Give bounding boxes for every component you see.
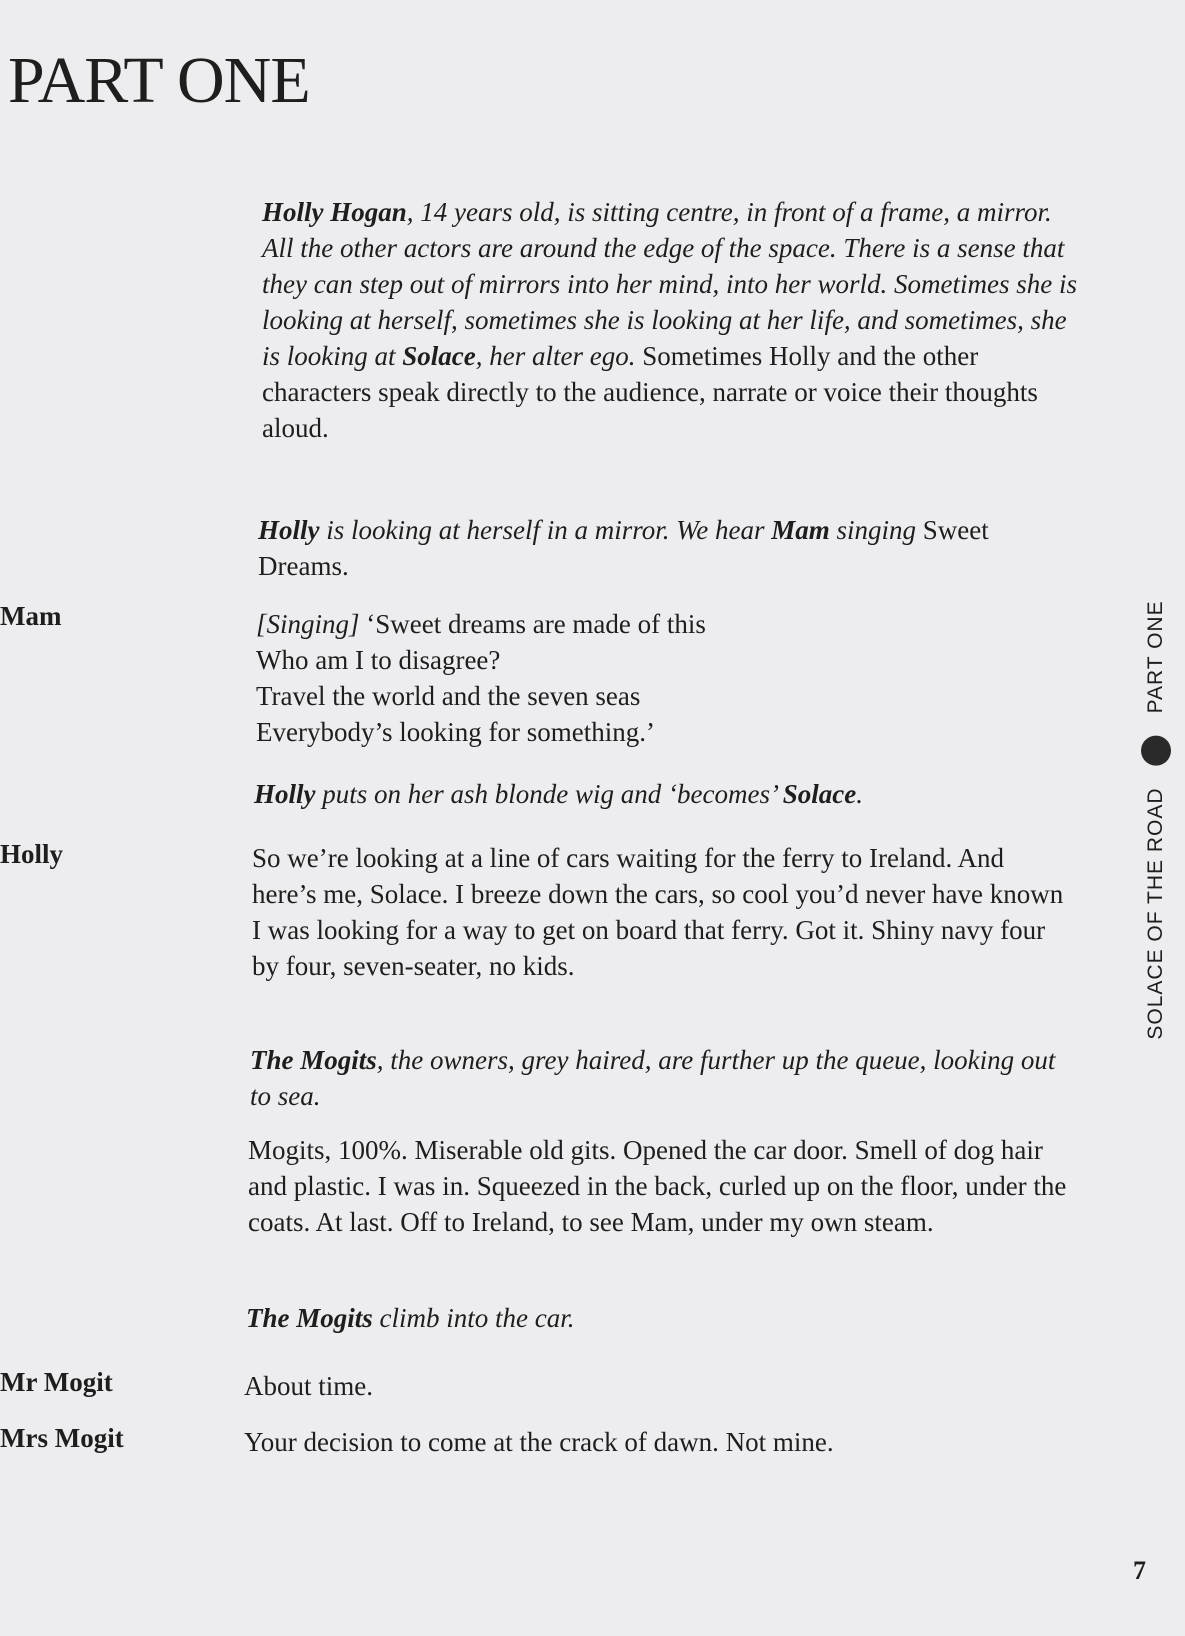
running-head xyxy=(1141,600,1171,1039)
character-name: Mam xyxy=(771,515,830,545)
page-number: 7 xyxy=(1133,1556,1146,1585)
speaker-mrs-mogit: Mrs Mogit xyxy=(0,1423,124,1453)
character-name: Holly xyxy=(258,515,320,545)
speaker-mr-mogit: Mr Mogit xyxy=(0,1367,113,1397)
holly-speech-ferry: So we’re looking at a line of cars waiting for the ferry to Ireland. And here’s me, Solace. I breeze down the cars, so cool you’d never have known I was looking for a way to get on board that ferry. Got it. Shiny navy four by four, seven-seater, no kids. xyxy=(252,843,1064,981)
stage-direction-wig: Holly puts on her ash blonde wig and ‘becomes’ Solace. xyxy=(254,779,863,809)
character-name: Holly xyxy=(254,779,316,809)
character-name: Holly Hogan xyxy=(262,197,407,227)
song-lyrics: [Singing] ‘Sweet dreams are made of this Who am I to disagree? Travel the world and the seven seas Everybody’s looking for something.’ xyxy=(256,609,706,747)
character-name: The Mogits xyxy=(246,1303,373,1333)
holly-speech-car: Mogits, 100%. Miserable old gits. Opened the car door. Smell of dog hair and plastic. I was in. Squeezed in the back, curled up on the floor, under the coats. At last. Off to Ireland, to see Mam, under my own steam. xyxy=(248,1135,1067,1237)
direction: [Singing] xyxy=(256,609,360,639)
speaker-mam: Mam xyxy=(0,601,62,631)
running-head-title: SOLACE OF THE ROAD xyxy=(1144,787,1167,1040)
stage-direction-climb: The Mogits climb into the car. xyxy=(246,1303,575,1333)
stage-direction-opening: Holly Hogan, 14 years old, is sitting centre, in front of a frame, a mirror. All the other actors are around the edge of the space. There is a sense that they can step out of mirrors into her mind, into her world. Sometimes she is looking at herself, sometimes she is looking at her life, and sometimes, she is looking at Solace, her alter ego. Sometimes Holly and the other characters speak directly to the audience, narrate or voice their thoughts aloud. xyxy=(262,197,1077,443)
bullet-dot-icon xyxy=(1141,735,1171,765)
mr-mogit-line: About time. xyxy=(244,1371,373,1401)
stage-direction-mogits: The Mogits, the owners, grey haired, are further up the queue, looking out to sea. xyxy=(250,1045,1056,1111)
running-head-part: PART ONE xyxy=(1144,600,1167,714)
part-heading: PART ONE xyxy=(8,44,310,117)
mrs-mogit-line: Your decision to come at the crack of dawn. Not mine. xyxy=(244,1427,834,1457)
character-name: Solace xyxy=(782,779,857,809)
character-name: The Mogits xyxy=(250,1045,377,1075)
speaker-holly: Holly xyxy=(0,839,64,869)
character-name: Solace xyxy=(402,341,476,371)
stage-direction-mirror: Holly is looking at herself in a mirror. We hear Mam singing Sweet Dreams. xyxy=(258,515,989,581)
